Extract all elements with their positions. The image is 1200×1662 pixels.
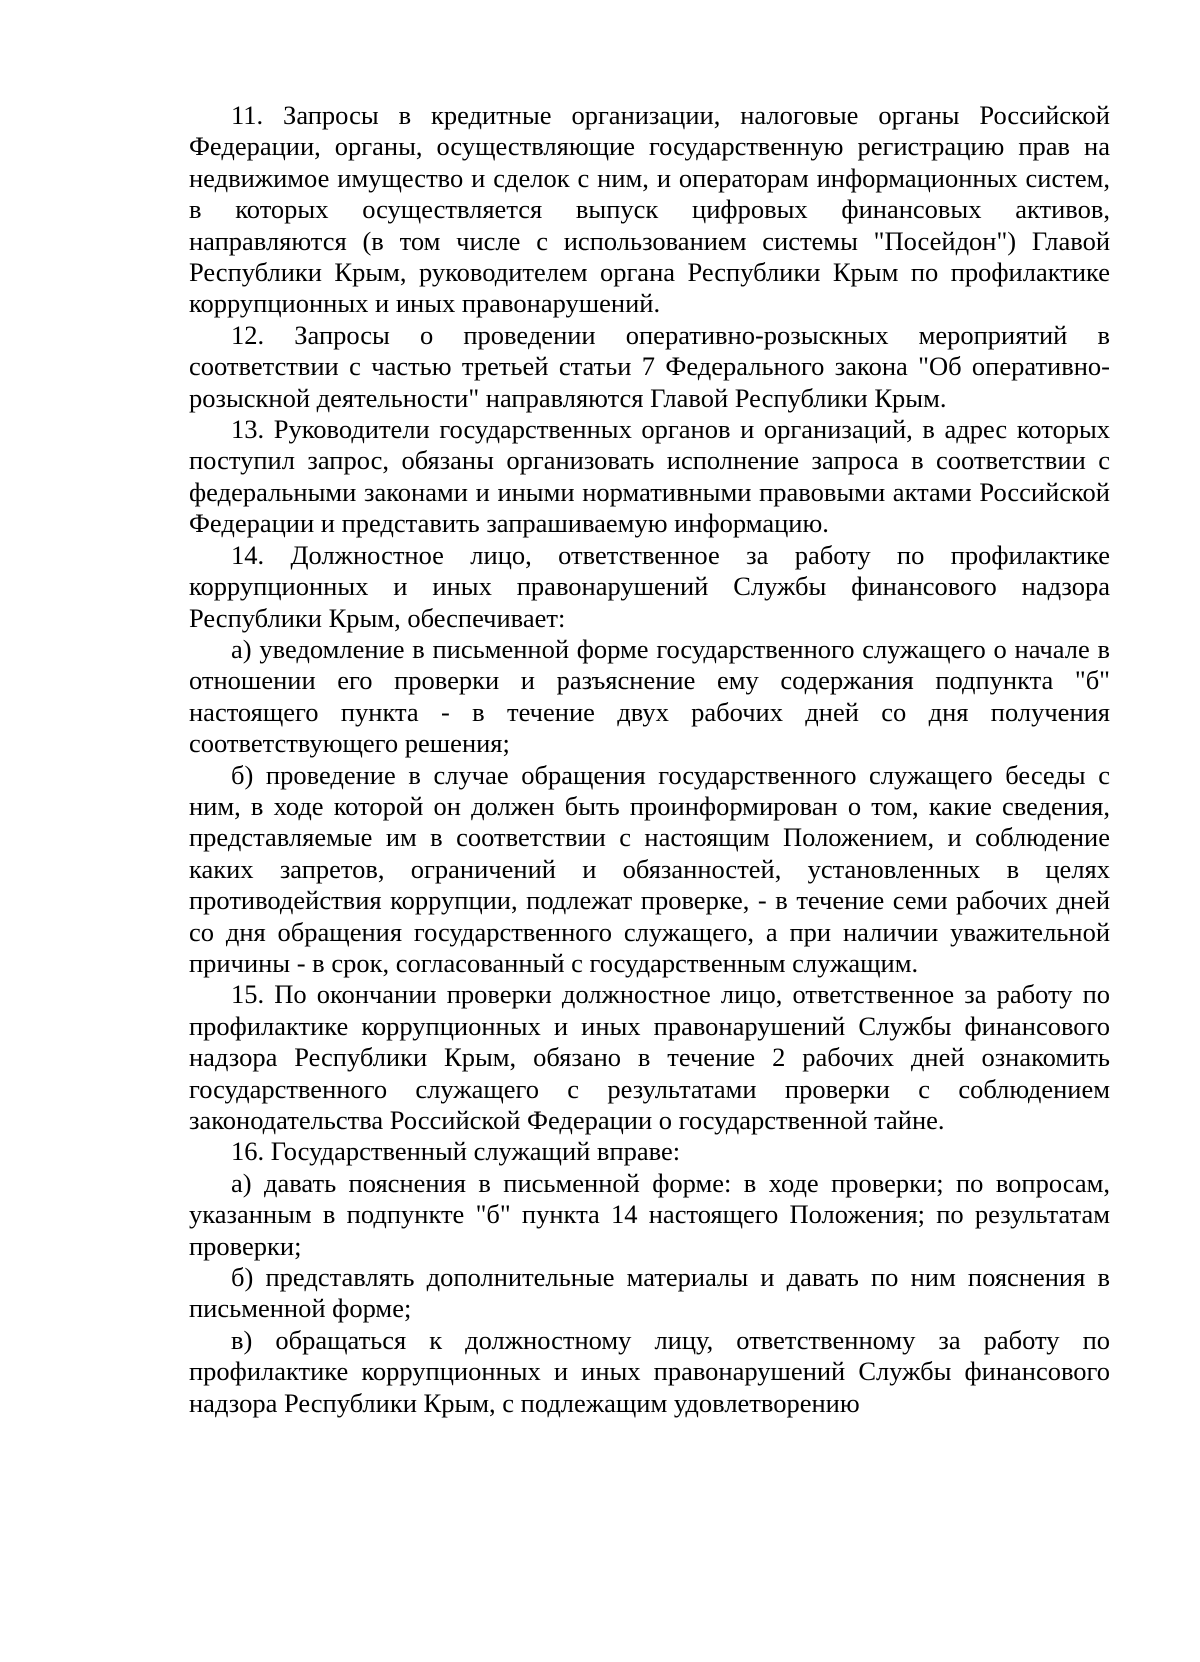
paragraph-11: 11. Запросы в кредитные организации, налоговые органы Российской Федерации, органы, осуществляющие государственную регистрацию прав на недвижимое имущество и сделок с ним, и операторам информационных систем, в которых осуществляется выпуск цифровых финансовых активов, направляются (в том числе с использованием системы "Посейдон") Главой Республики Крым, руководителем органа Республики Крым по профилактике коррупционных и иных правонарушений. xyxy=(189,100,1110,319)
paragraph-16-a: а) давать пояснения в письменной форме: в ходе проверки; по вопросам, указанным в подпункте "б" пункта 14 настоящего Положения; по результатам проверки; xyxy=(189,1167,1110,1261)
paragraph-16-b: б) представлять дополнительные материалы и давать по ним пояснения в письменной форме; xyxy=(189,1262,1110,1324)
document-page xyxy=(189,100,1110,1419)
paragraph-13: 13. Руководители государственных органов и организаций, в адрес которых поступил запрос, обязаны организовать исполнение запроса в соответствии с федеральными законами и иными нормативными правовыми актами Российской Федерации и представить запрашиваемую информацию. xyxy=(189,414,1110,539)
paragraph-12: 12. Запросы о проведении оперативно-розыскных мероприятий в соответствии с частью третьей статьи 7 Федерального закона "Об оперативно-розыскной деятельности" направляются Главой Республики Крым. xyxy=(189,319,1110,413)
paragraph-14-b: б) проведение в случае обращения государственного служащего беседы с ним, в ходе которой он должен быть проинформирован о том, какие сведения, представляемые им в соответствии с настоящим Положением, и соблюдение каких запретов, ограничений и обязанностей, установленных в целях противодействия коррупции, подлежат проверке, - в течение семи рабочих дней со дня обращения государственного служащего, а при наличии уважительной причины - в срок, согласованный с государственным служащим. xyxy=(189,759,1110,978)
paragraph-15: 15. По окончании проверки должностное лицо, ответственное за работу по профилактике коррупционных и иных правонарушений Службы финансового надзора Республики Крым, обязано в течение 2 рабочих дней ознакомить государственного служащего с результатами проверки с соблюдением законодательства Российской Федерации о государственной тайне. xyxy=(189,979,1110,1135)
paragraph-16: 16. Государственный служащий вправе: xyxy=(231,1136,681,1167)
paragraph-16-c: в) обращаться к должностному лицу, ответственному за работу по профилактике коррупционных и иных правонарушений Службы финансового надзора Республики Крым, с подлежащим удовлетворению xyxy=(189,1324,1110,1418)
paragraph-14: 14. Должностное лицо, ответственное за работу по профилактике коррупционных и иных правонарушений Службы финансового надзора Республики Крым, обеспечивает: xyxy=(189,539,1110,633)
paragraph-14-a: а) уведомление в письменной форме государственного служащего о начале в отношении его проверки и разъяснение ему содержания подпункта "б" настоящего пункта - в течение двух рабочих дней со дня получения соответствующего решения; xyxy=(189,633,1110,759)
